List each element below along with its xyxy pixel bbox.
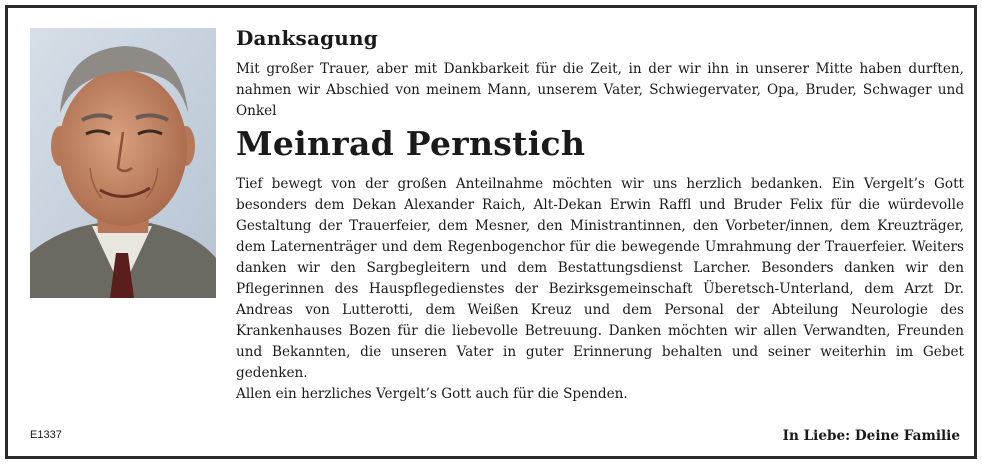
deceased-name: Meinrad Pernstich [236, 124, 586, 163]
notice-heading: Danksagung [236, 26, 378, 50]
portrait-illustration [30, 28, 216, 298]
notice-signature: In Liebe: Deine Familie [782, 428, 960, 444]
obituary-notice [5, 5, 977, 459]
portrait-photo [30, 28, 216, 298]
notice-content [236, 26, 964, 405]
notice-intro: Mit großer Trauer, aber mit Dankbarkeit für die Zeit, in der wir ihn in unserer Mitte haben durften, nahmen wir Abschied von meinem Mann, unserem Vater, Schwiegervater, Opa, Bruder, Schwager und Onkel [236, 61, 964, 119]
notice-code: E1337 [30, 429, 62, 441]
notice-body: Tief bewegt von der großen Anteilnahme möchten wir uns herzlich bedanken. Ein Vergelt’s Gott besonders dem Dekan Alexander Raich, Alt-Dekan Erwin Raffl und Bruder Felix für die würdevolle Gestaltung der Trauerfeier, dem Mesner, den Ministrantinnen, den Vorbeter/innen, dem Kreuzträger, dem Laternenträger und dem Regenbogenchor für die bewegende Umrahmung der Trauerfeier. Weiters danken wir den Sargbegleitern und dem Bestattungsdienst Larcher. Besonders danken wir den Pflegerinnen des Hauspflegedienstes der Bezirksgemeinschaft Überetsch-Unterland, dem Arzt Dr. Andreas von Lutterotti, dem Weißen Kreuz und dem Personal der Abteilung Neurologie des Krankenhauses Bozen für die liebevolle Betreuung. Danken möchten wir allen Verwandten, Freunden und Bekannten, die unseren Vater in guter Erinnerung behalten und seiner weiterhin im Gebet gedenken. [236, 176, 964, 381]
notice-closing: Allen ein herzliches Vergelt’s Gott auch für die Spenden. [236, 386, 628, 402]
